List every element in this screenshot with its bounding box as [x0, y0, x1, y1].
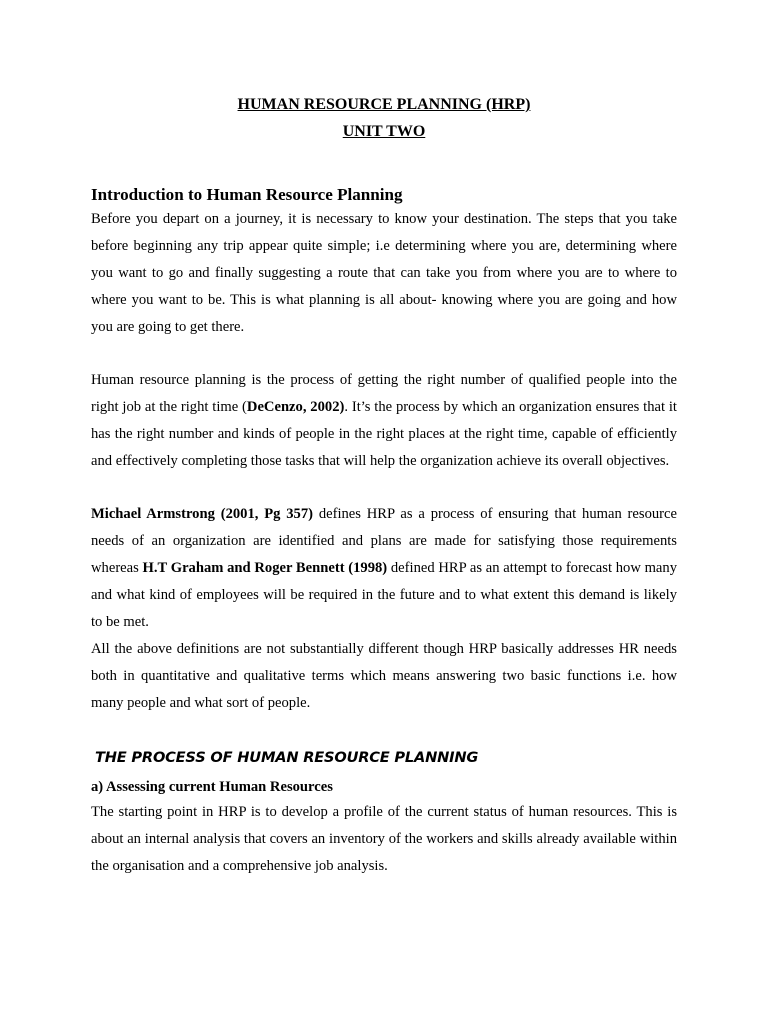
definition-paragraph	[91, 367, 677, 475]
citation-armstrong: Michael Armstrong (2001, Pg 357)	[91, 506, 313, 522]
paragraph-gap	[91, 475, 677, 501]
paragraph-gap	[91, 341, 677, 367]
definition-text-1: Human resource planning is the process of getting the right number of qualified people into the right job at the right time (	[91, 372, 677, 415]
armstrong-text-1: defines HRP as a process of ensuring that human resource needs of an organization are identified and plans are made for satisfying those requirements whereas	[91, 506, 677, 576]
summary-paragraph: All the above definitions are not substantially different though HRP basically addresses HR needs both in quantitative and qualitative terms which means answering two basic functions i.e. how many people and what sort of people.	[91, 641, 677, 711]
unit-title: UNIT TWO	[342, 123, 426, 140]
process-heading: THE PROCESS OF HUMAN RESOURCE PLANNING	[95, 749, 479, 766]
subheading-assessing: a) Assessing current Human Resources	[91, 779, 333, 795]
intro-paragraph: Before you depart on a journey, it is necessary to know your destination. The steps that you take before beginning any trip appear quite simple; i.e determining where you are, determining where you want to go and finally suggesting a route that can take you from where you are to where to where you want to be. This is what planning is all about- knowing where you are going and how you are going to get there.	[91, 211, 677, 335]
intro-heading: Introduction to Human Resource Planning	[91, 185, 403, 204]
document-title: HUMAN RESOURCE PLANNING (HRP)	[237, 96, 531, 113]
armstrong-text-2: defined HRP as an attempt to forecast how many and what kind of employees will be required in the future and to what extent this demand is likely to be met.	[91, 560, 677, 630]
assessing-paragraph: The starting point in HRP is to develop a profile of the current status of human resources. This is about an internal analysis that covers an inventory of the workers and skills already available within the organisation and a comprehensive job analysis.	[91, 804, 677, 874]
title-block	[91, 91, 677, 145]
armstrong-paragraph	[91, 501, 677, 636]
citation-decenzo: DeCenzo, 2002)	[246, 399, 345, 415]
section-gap	[91, 717, 677, 747]
definition-text-2: . It’s the process by which an organization ensures that it has the right number and kinds of people in the right places at the right time, capable of efficiently and effectively completing those tasks that will help the organization achieve its overall objectives.	[91, 399, 677, 469]
citation-graham-bennett: H.T Graham and Roger Bennett (1998)	[142, 560, 388, 576]
